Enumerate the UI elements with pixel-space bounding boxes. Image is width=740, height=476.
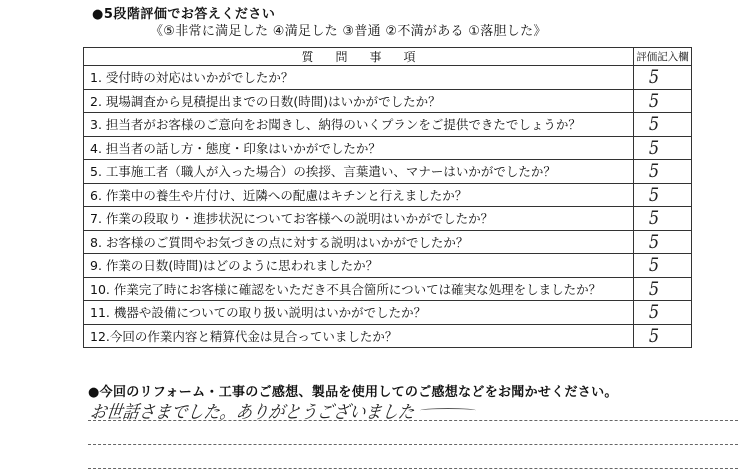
table-row xyxy=(84,66,692,90)
comment-line xyxy=(88,444,738,445)
table-row xyxy=(84,207,692,231)
score-cell[interactable] xyxy=(634,66,692,90)
score-cell[interactable] xyxy=(634,277,692,301)
question-column-header: 質問事項 xyxy=(84,48,634,66)
handwritten-score: 5 xyxy=(649,277,660,300)
pen-stroke xyxy=(420,408,476,413)
handwritten-score: 5 xyxy=(649,254,660,277)
handwritten-score: 5 xyxy=(649,89,660,112)
handwritten-score: 5 xyxy=(649,207,660,230)
survey-question-table xyxy=(83,47,692,348)
table-row xyxy=(84,254,692,278)
handwritten-score: 5 xyxy=(649,113,660,136)
table-row xyxy=(84,160,692,184)
question-text: 5. 工事施工者（職人が入った場合）の挨拶、言葉遣い、マナーはいかがでしたか？ xyxy=(84,160,634,184)
question-text: 9. 作業の日数(時間)はどのように思われましたか？ xyxy=(84,254,634,278)
table-row xyxy=(84,301,692,325)
score-cell[interactable] xyxy=(634,207,692,231)
rating-scale-legend: 《⑤非常に満足した ④満足した ③普通 ②不満がある ①落胆した》 xyxy=(150,24,547,39)
score-cell[interactable] xyxy=(634,183,692,207)
score-cell[interactable] xyxy=(634,113,692,137)
question-text: 10. 作業完了時にお客様に確認をいただき不具合箇所については確実な処理をしましたか？ xyxy=(84,277,634,301)
handwritten-score: 5 xyxy=(649,324,660,347)
question-text: 8. お客様のご質問やお気づきの点に対する説明はいかがでしたか？ xyxy=(84,230,634,254)
score-cell[interactable] xyxy=(634,136,692,160)
handwritten-score: 5 xyxy=(649,136,660,159)
table-row xyxy=(84,89,692,113)
handwritten-score: 5 xyxy=(649,183,660,206)
handwritten-score: 5 xyxy=(649,301,660,324)
comment-line xyxy=(88,468,738,469)
question-text: 3. 担当者がお客様のご意向をお聞きし、納得のいくプランをご提供できたでしょうか？ xyxy=(84,113,634,137)
table-row xyxy=(84,230,692,254)
table-row xyxy=(84,113,692,137)
handwritten-comment: お世話さまでした。ありがとうございました xyxy=(88,402,416,423)
question-text: 1. 受付時の対応はいかがでしたか？ xyxy=(84,66,634,90)
comment-heading: ●今回のリフォーム・工事のご感想、製品を使用してのご感想などをお聞かせください。 xyxy=(88,385,618,400)
question-rows xyxy=(84,66,692,348)
score-cell[interactable] xyxy=(634,160,692,184)
score-cell[interactable] xyxy=(634,301,692,325)
handwritten-score: 5 xyxy=(649,66,660,89)
score-cell[interactable] xyxy=(634,254,692,278)
table-row xyxy=(84,183,692,207)
question-text: 4. 担当者の話し方・態度・印象はいかがでしたか？ xyxy=(84,136,634,160)
score-column-header: 評価記入欄 xyxy=(634,48,692,66)
question-text: 11. 機器や設備についての取り扱い説明はいかがでしたか？ xyxy=(84,301,634,325)
question-text: 6. 作業中の養生や片付け、近隣への配慮はキチンと行えましたか？ xyxy=(84,183,634,207)
handwritten-score: 5 xyxy=(649,160,660,183)
question-text: 7. 作業の段取り・進捗状況についてお客様への説明はいかがでしたか？ xyxy=(84,207,634,231)
table-row xyxy=(84,277,692,301)
score-cell[interactable] xyxy=(634,230,692,254)
question-text: 2. 現場調査から見積提出までの日数(時間)はいかがでしたか？ xyxy=(84,89,634,113)
question-text: 12.今回の作業内容と精算代金は見合っていましたか？ xyxy=(84,324,634,348)
table-row xyxy=(84,324,692,348)
score-cell[interactable] xyxy=(634,89,692,113)
score-cell[interactable] xyxy=(634,324,692,348)
table-row xyxy=(84,136,692,160)
rating-instructions-heading: ●5段階評価でお答えください xyxy=(92,7,276,22)
handwritten-score: 5 xyxy=(649,230,660,253)
